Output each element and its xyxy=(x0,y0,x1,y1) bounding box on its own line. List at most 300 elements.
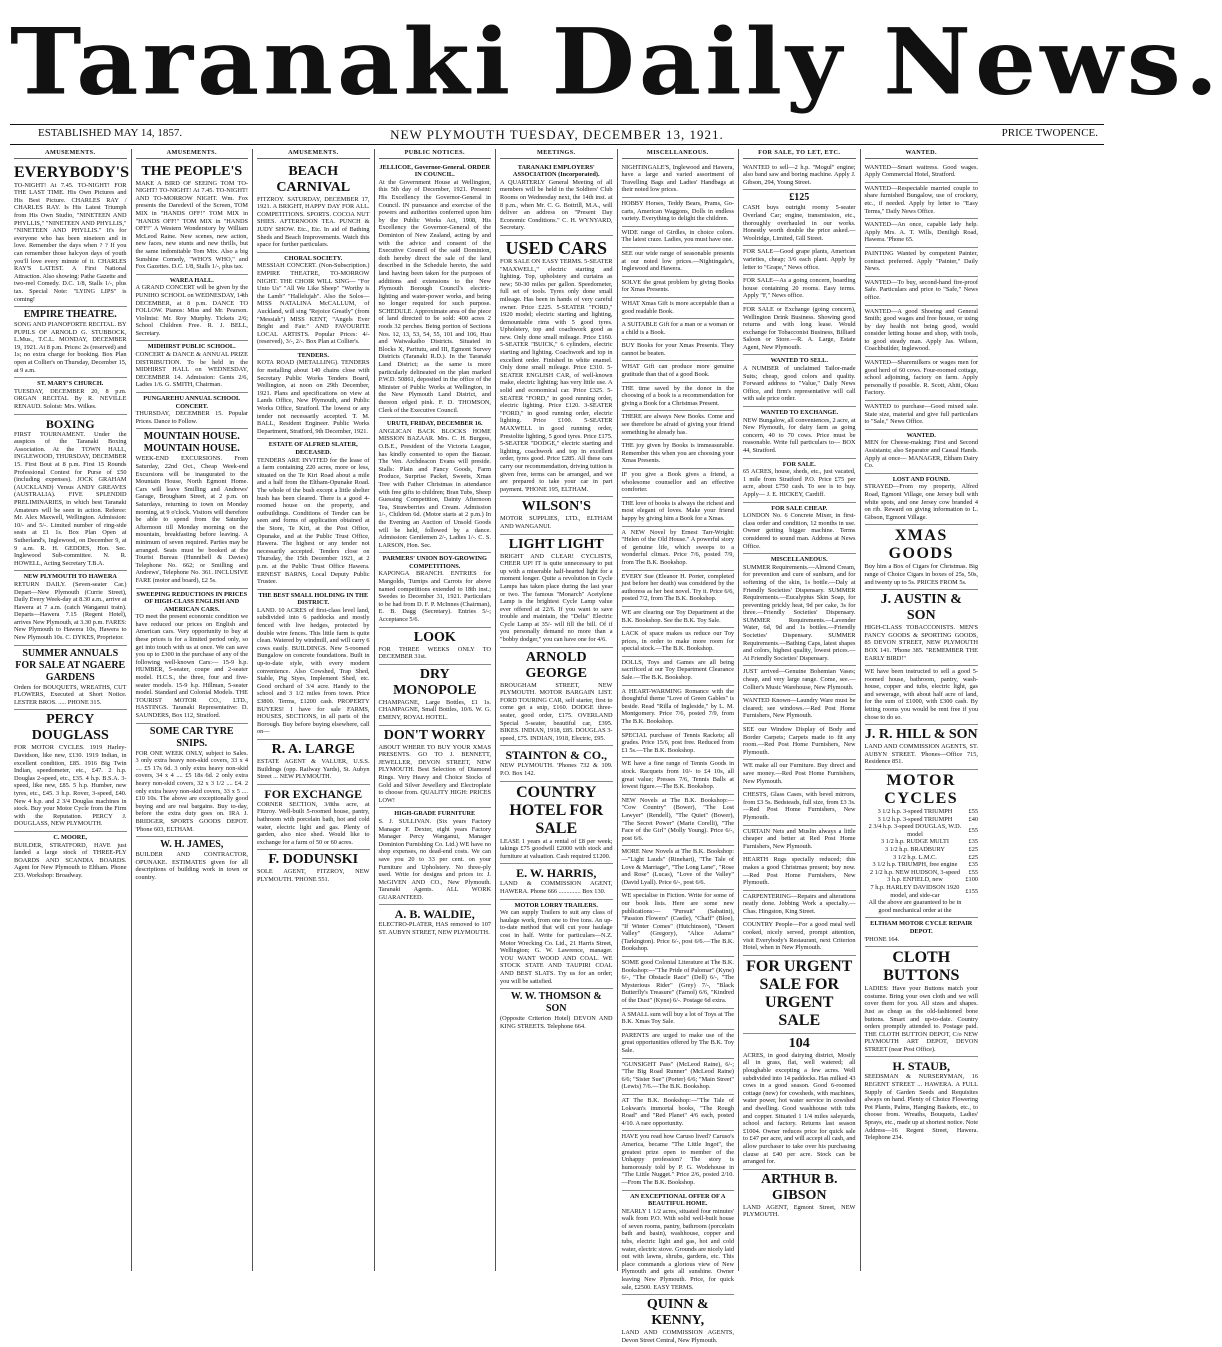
advertisement-heading: BEACH CARNIVAL xyxy=(276,163,351,195)
advertisement xyxy=(622,607,735,628)
column-6 xyxy=(618,149,740,1344)
advertisement xyxy=(622,571,735,607)
advertisement xyxy=(14,710,127,832)
advertisement-heading: USED CARS xyxy=(505,237,608,258)
price-item: 3 h.p. ENFIELD, new xyxy=(887,876,943,884)
advertisement-body: BUILDER, STRATFORD, HAVE just landed a large stock of THREE-PLY BOARDS AND SCANDIA BOARDS. Agent for New Plymouth to Eltham. Phone 233. Workshop: Broadway. xyxy=(14,841,127,879)
advertisement xyxy=(622,657,735,686)
advertisement-heading: LOOK xyxy=(413,629,456,645)
price-value: £40 xyxy=(968,815,978,823)
advertisement-heading: TARANAKI EMPLOYERS' ASSOCIATION (Incorporated). xyxy=(512,163,600,179)
advertisement xyxy=(500,864,613,899)
advertisement-body: RETURN DAILY. (Seven-seater Car.) Depart—New Plymouth (Currie Street), Daily Every Week-day at 8.30 a.m., arrive at Hawera at 7 a.m. (catch Wanganui train). Departs—Hawera 7.15 (Regent Hotel), arrives New Plymouth, at 3.30 p.m. FARES: New Plymouth to Hawera 10s, Hawera to New Plymouth 10s. C. DYKES, Proprietor. xyxy=(14,580,127,642)
advertisement xyxy=(379,665,492,726)
advertisement xyxy=(257,590,370,740)
advertisement-body: CHAMPAGNE, Large Bottles, £1 1s. CHAMPAGNE, Small Bottles, 10/6. W. G. EMENY, ROYAL HOTEL. xyxy=(378,698,491,721)
advertisement-heading: FOR SALE. xyxy=(782,460,816,468)
advertisement xyxy=(743,891,856,920)
advertisement-heading: 104 xyxy=(788,1035,810,1051)
advertisement xyxy=(500,236,613,497)
advertisement xyxy=(500,535,613,648)
advertisement xyxy=(14,378,127,414)
price-item: 2 1/2 h.p. NEW HUDSON, 3-speed xyxy=(869,868,961,876)
price-row xyxy=(865,854,979,862)
price-value: £55 xyxy=(968,827,978,835)
advertisement-body: AT The B.K. Bookshop:—"The Tale of Lokwan's immortal books, "The Rough Road" and "Red Planet" 4/6 each, posted 4/10. A rare opportunity. xyxy=(621,1096,734,1127)
advertisement-body: "GUNSIGHT Pass" (McLeod Raine), 6/-; "The Big Road Runner" (McLeod Raine) 6/6; "Sister Sue" (Porter) 6/6; "Main Street" (Lewis) 7/6.—The B.K. Bookshop. xyxy=(621,1060,734,1091)
advertisement xyxy=(14,832,127,883)
advertisement xyxy=(743,919,856,955)
price-item: All the above are guaranteed to be in good mechanical order at the xyxy=(868,899,962,914)
advertisement-body: NEW PLYMOUTH. 'Phones 732 & 109. P.O. Box 142. xyxy=(500,762,613,777)
advertisement-body: BUY Books for your Xmas Presents. They cannot be beaten. xyxy=(621,342,734,357)
advertisement-body: SEE our Window Display of Body and Border Carpets; Carpets made to fit any room.—Red Post Home Furnishers, New Plymouth. xyxy=(743,726,856,756)
advertisement xyxy=(622,162,735,198)
advertisement-body: FOR SALE or Exchange (going concern), Wellington Drink Business. Showing good returns and with long lease. Would exchange for Tobacconist Business, Billiard Saloon or Store.—R. A. Large, Estate Agent, New Plymouth. xyxy=(743,305,856,351)
advertisement-body: WANTED—An once, capable lady help. Apply Mrs. A. T. Wills, Deniligh Road, Hawera. 'Phone 65. xyxy=(864,221,978,244)
advertisement xyxy=(136,393,249,429)
price-item: 2 3/4 h.p. 3-speed DOUGLAS, W.D. model xyxy=(868,823,962,838)
advertisement-heading: FOR URGENT SALE FOR URGENT SALE xyxy=(746,957,853,1029)
advertisement-heading: H. STAUB, xyxy=(892,1059,950,1074)
advertisement-heading: FOR EXCHANGE xyxy=(264,786,363,801)
column-heading: PUBLIC NOTICES. xyxy=(379,149,492,159)
advertisement-body: LACK of space makes us reduce our Toy prices, in order to make more room for special stock.—The B.K. Bookshop. xyxy=(621,630,734,653)
price-item: 7 h.p. HARLEY DAVIDSON 1920 model, and side-car xyxy=(870,883,960,899)
advertisement xyxy=(865,947,979,1057)
advertisement xyxy=(865,219,979,248)
advertisement-heading: JELLICOE, Governor-General. ORDER IN COUNCIL. xyxy=(379,163,491,179)
advertisement-body: A HEART-WARMING Romance with the thoughtful theme "Love of Green Gables" is beside. Read "Rilla of Ingleside," by L. M. Montgomery. Price 7/6, posted 7/9, from The B.K. Bookshop. xyxy=(621,687,734,726)
advertisement-body: CASH buys outright roomy 5-seater Overland Car; engine, transmission, etc., thoroughly overhauled in our works. Honestly worth double the price asked.—Woolridge, Limited, Gill Street. xyxy=(743,204,856,242)
advertisement xyxy=(743,826,856,855)
column-heading: AMUSEMENTS. xyxy=(257,149,370,159)
advertisement-body: THURSDAY, DECEMBER 15. Popular Prices. Dance to Follow. xyxy=(135,410,248,425)
advertisement-body: NEW Bungalow, all conveniences, 2 acre, at New Plymouth, for dairy farm as going concern, 40 to 70 cows. Price must be reasonable. Write full particulars to— BOX 44, Stratford. xyxy=(743,416,856,454)
advertisement xyxy=(622,890,735,957)
advertisement xyxy=(257,253,370,350)
advertisement-heading: BOXING xyxy=(45,416,95,431)
advertisement-heading: FOR SALE CHEAP. xyxy=(771,504,828,512)
advertisement xyxy=(136,275,249,342)
advertisement xyxy=(379,162,492,419)
advertisement-heading: F. DODUNSKI xyxy=(268,852,359,868)
advertisement xyxy=(865,525,979,590)
advertisement xyxy=(622,440,735,469)
advertisement-body: CARPENTERING—Repairs and alterations neatly done. Jobbing Work a specialty.—Chas. Hingston, King Street. xyxy=(743,892,856,915)
advertisement-body: ESTATE AGENT & VALUER, U.S.S. Buildings (opp. Railway Yards), St. Aubyn Street ... NEW PLYMOUTH. xyxy=(257,757,370,781)
price-value: £55 xyxy=(968,808,978,816)
advertisement xyxy=(622,730,735,759)
advertisement-heading: ESTATE OF ALFRED SLATER, DECEASED. xyxy=(268,441,358,456)
advertisement-body: SEEDSMAN & NURSERYMAN, 16 REGENT STREET ... HAWERA. A FULL Supply of Garden Seeds and Requisites always on hand. Plenty of Choice Flowering Pot Plants, Palms, Hanging Baskets, etc., to choose from. Wreaths, Bouquets, Ladies' Sprays, etc., made up at shortest notice. Note Address—16 Regent Street, Hawera. Telephone 234. xyxy=(864,1073,978,1142)
advertisement-body: CORNER SECTION, 3/8ths acre, at Fitzroy. Well-built 5-roomed house, pantry, bathroom with porcelain bath, hot and cold water, electric light and gas. Plenty of garden, also nice shed. Would like to exchange for a farm of 50 or 60 acres. xyxy=(257,800,370,846)
advertisement-heading: STAINTON & CO., xyxy=(505,748,608,763)
advertisement-heading: ST. MARY'S CHURCH. xyxy=(37,380,104,388)
advertisement xyxy=(14,162,130,308)
advertisement-heading: J. R. HILL & SON xyxy=(864,727,978,743)
advertisement-body: JUST arrived—Genuine Bohemian Vases; cheap, and very large range. Come, see.—Collier's Music Warehouse, New Plymouth. xyxy=(743,668,856,691)
advertisement-body: WE have been instructed to sell a good 5-roomed house, bathroom, pantry, wash-house, copper and tubs, electric light, gas and sewerage, with about half acre of land, for the sum of £1000, with £300 cash. By letting rooms you would be rent free if you chose to do so. xyxy=(864,668,978,721)
advertisement-body: WE have a fine range of Tennis Goods in stock. Racquets from 10/- to £4 10s, all great value; Presses 7/6, Tennis Balls at lowest figure.—The B.K. Bookshop. xyxy=(621,760,734,791)
advertisement xyxy=(622,1030,735,1059)
advertisement-heading: W. H. JAMES, xyxy=(160,839,224,851)
advertisement-body: SPECIAL purchase of Tennis Rackets; all grades. Price 15/6, post free. Reduced from £1 5s.—The B.K. Bookshop. xyxy=(621,731,734,754)
column-2 xyxy=(132,149,254,1271)
advertisement-heading: URUTI, FRIDAY, DECEMBER 16. xyxy=(386,420,483,428)
advertisement xyxy=(865,666,979,725)
advertisement-body: LADIES: Have your Buttons match your costume. Bring your own cloth and we will cover them for you. All sizes and shapes. Just as cheap as the old-fashioned bone buttons. Smart and up-to-date. Country orders promptly attended to. Postage paid. THE CLOTH BUTTON DEPOT, C/o NEW PLYMOUTH ART DEPOT, DEVON STREET (near Post Office). xyxy=(864,985,978,1053)
column-heading: WANTED. xyxy=(865,149,979,159)
advertisement-heading: NEW PLYMOUTH TO HAWERA xyxy=(23,573,117,581)
advertisement-body: SOME good Colonial Literature at The B.K. Bookshop:—"The Pride of Palomar" (Kyne) 6/-, "The Obstacle Race" (Dell) 6/-, "The Mysterious Rider" (Grey) 7/-, "Black Butterfly's Treasure" (Farnol) 6/6, "Kindred of the Dust" (Kyne) 6/-. Postage 6d extra. xyxy=(621,959,734,1005)
advertisement-heading: MISCELLANEOUS. xyxy=(770,556,828,564)
column-4 xyxy=(375,149,497,1271)
advertisement xyxy=(743,246,856,275)
price-value: £25 xyxy=(968,853,978,861)
advertisement-body: A QUARTERLY General Meeting of all members will be held in the Soldiers' Club Rooms on Wednesday next, the 14th inst. at 8 p.m., when Mr. C. G. Bottrill, M.A., will deliver an address on "Present Day Economic Conditions." C. H. WYNYARD, Secretary. xyxy=(500,178,613,232)
advertisement-heading: ARTHUR B. GIBSON xyxy=(760,1171,838,1203)
advertisement-body: (Opposite Criterion Hotel) DEVON AND KING STREETS. Telephone 664. xyxy=(500,1015,613,1030)
advertisement xyxy=(622,1095,735,1131)
advertisement xyxy=(743,275,856,304)
advertisement-heading: SUMMER ANNUALS FOR SALE AT NGAERE GARDENS xyxy=(15,647,126,683)
advertisement-body: LAND & COMMISSION AGENT, HAWERA. Phone 666 .............. Box 130. xyxy=(500,880,613,895)
advertisement-body: THE time saved by the donor in the choosing of a book is a recommendation for giving a Book for a Christmas Present. xyxy=(621,384,734,407)
advertisement xyxy=(865,162,979,183)
advertisement-heading: A. B. WALDIE, xyxy=(394,907,475,922)
advertisement xyxy=(136,837,249,884)
advertisement-heading: MIDHIRST PUBLIC SCHOOL. xyxy=(147,343,236,351)
advertisement-body: CURTAIN Nets and Muslin always a little cheaper and better at Red Post Home Furnishers, New Plymouth. xyxy=(743,827,856,850)
column-3 xyxy=(253,149,375,1271)
advertisement-heading: LOST AND FOUND. xyxy=(892,475,950,483)
advertisement xyxy=(379,628,492,665)
advertisement-body: A NUMBER of unclaimed Tailor-made Suits; cheap, good colors and quality. Forward address to "Value," Daily News Office, and firm's representative will call with sale price order. xyxy=(743,365,856,403)
advertisement xyxy=(136,341,249,393)
advertisement-body: A NEW Novel by Ernest Tarr-Wright: "Helen of the Old House." A powerful story of genuine life, which sweeps to a wonderful climax. Price 7/6, posted 7/9, from The B.K. Bookshop. xyxy=(621,528,734,566)
advertisement xyxy=(622,469,735,498)
advertisement xyxy=(257,350,370,440)
price-value: £100 xyxy=(965,876,978,884)
advertisement xyxy=(743,503,856,555)
advertisement xyxy=(257,740,370,785)
advertisement-body: MEN for Cheese-making; First and Second Assistants; also Separator and Casual Hands. Apply at once— MANAGER, Eltham Dairy Co. xyxy=(864,439,978,470)
advertisement-body: 65 ACRES, house, sheds, etc., just vacated, 1 mile from Stratford P.O. Price £75 per acre, about £750 cash. To see is to buy. Apply— J. E. HICKEY, Cardiff. xyxy=(743,468,856,498)
masthead xyxy=(10,2,1222,122)
advertisement xyxy=(14,307,127,378)
advertisement-body: THERE are always New Books. Come and see therefore be afraid of giving your friend something he already has. xyxy=(621,413,734,436)
advertisement-body: WANTED—Smart waitress. Good wages. Apply Commercial Hotel, Stratford. xyxy=(864,163,978,179)
price-value xyxy=(965,899,978,914)
advertisement-body: MORE New Novels at The B.K. Bookshop:—"Light Lauds" (Rinehart), "The Tale of Love & Marriage", "The Long Lane", "Rose and Rose" (Lucas), "Love of the Valley" (David Lyall). Price 6/-, post 6/6. xyxy=(621,848,734,886)
advertisement-heading: MOUNTAIN HOUSE. MOUNTAIN HOUSE. xyxy=(143,431,240,455)
established-date: ESTABLISHED MAY 14, 1857. xyxy=(38,127,183,139)
advertisement xyxy=(622,248,735,277)
advertisement-body: SEE our wide range of seasonable presents at our noted low prices.—Nightingale's, Inglewood and Hawera. xyxy=(621,249,734,273)
advertisement-body: A SMALL sum will buy a lot of Toys at The B.K. Xmas Toy Sale. xyxy=(621,1010,734,1026)
advertisement-body: ABOUT WHERE TO BUY YOUR XMAS PRESENTS. GO TO J. BENNETT, JEWELLER, DEVON STREET, NEW PLYMOUTH. Best Selection of Diamond Rings. Very Heavy and Choice Stocks of Gold and Silver Jewellery and Electroplate to choose from. QUALITY HIGH: PRICES LOW! xyxy=(378,743,491,804)
advertisement-body: LAND AND COMMISSION AGENTS, ST. AUBYN STREET. 'Phones—Office 715, Residence 851. xyxy=(864,743,978,766)
advertisement-body: DOLLS, Toys and Games are all being sacrificed at our Toy Department Clearance Sale.—The B.K. Bookshop. xyxy=(621,658,734,682)
advertisement xyxy=(622,383,735,412)
advertisement-body: At the Government House at Wellington, this 5th day of December, 1921. Present: His Excellency the Governor-General in Council. IN pursuance and exercise of the powers and authorities conferred upon him by the Public Works Act, 1908, His Excellency the Governor-General of the Dominion of New Zealand, acting by and with the advice and consent of the Executive Council of the said Dominion, doth hereby direct the sale of the land described in the Schedule hereto, the said land having been taken for the purposes of additions and extensions to the New Plymouth Borough Council's electric-lighting and water-power works, and being no longer required for such purpose. SCHEDULE. Approximate area of the piece of land directed to be sold: 400 acres 2 roods 32 perches. Being portion of Sections Nos. 12, 13, 53, 54, 55, 101 and 106, Huu and Waiwakaiho Districts. Situated in Blocks X, Paritutu, and III, Egmont Survey Districts (Taranaki R.D.). In the Taranaki Land District; as the same is more particularly delineated on the plan marked P.W.D. 50861, deposited in the office of the Minister of Public Works at Wellington, in the New Plymouth Land District, and thereon edged pink. F. D. THOMSON, Clerk of the Executive Council. xyxy=(378,178,491,414)
advertisement-heading: CHORAL SOCIETY. xyxy=(284,254,343,262)
issue-price: PRICE TWOPENCE. xyxy=(1001,127,1098,139)
advertisement-heading: WILSON'S xyxy=(521,499,591,515)
advertisement-heading: LIGHT LIGHT xyxy=(508,536,604,552)
advertisement-body: WEEK-END EXCURSIONS. From Saturday, 22nd Oct., Cheap Week-end Excursions will be inaugurated to the Mountain House, North Egmont Home. Cars will leave Smilling and Andrews' Garage, Brougham Street, at 2 p.m. on Saturdays, returning to town on Monday morning, at 9 o'clock. Visitors will therefore be able to spend from the Saturday Afternoon till Monday morning on the mountain, breakfasting before leaving. A minimum of seven required. Parties may be arranged. Seats must be booked at the Tourist Bureau (Hunnibell & Davies) Telephone No. 662; or Smilling and Andrews', Telephone No. 361. INCLUSIVE FARE (motor and board), £2 5s. xyxy=(135,455,248,584)
advertisement-body: COUNTRY People—For a good meal well cooked, nicely served, prompt attention, visit Everybody's Restaurant, next Criterion Hotel, when in New Plymouth. xyxy=(743,921,856,952)
advertisement-body: KOTA ROAD (METALLING). TENDERS for metalling about 140 chains close with Secretary Public Works Tenders Board, Wellington, at noon on 29th December, 1921. Plans and specifications on view at Lands Office, New Plymouth, and Public Works Office, Stratford. The lowest or any tender not necessarily accepted. T. M. BALL, Resident Engineer. Public Works Department, Stratford, 9th December, 1921. xyxy=(257,359,370,435)
advertisement-body: WIDE range of Girdles, in choice colors. The latest craze. Ladies, you must have one. xyxy=(621,228,734,244)
advertisement xyxy=(622,319,735,340)
advertisement xyxy=(865,357,979,401)
price-row xyxy=(865,816,979,824)
advertisement xyxy=(865,1057,979,1144)
advertisement-body: HAVE you read how Caruso lived? Caruso's America, became "The Little Ingot", the greatest prize open to member of the Unhappy profession? The story is humorously told by P. G. Wodehouse in "The Little Nugget." Price 2/6, posted 2/10.—From The B.K. Bookshop. xyxy=(621,1133,734,1186)
advertisement xyxy=(14,415,127,572)
advertisement-body: FOR MOTOR CYCLES. 1919 Harley-Davidson, like new, £130. 1919 Indian, in excellent condition, £85. 1916 Big Twin Indian, speedometer, etc., £47. 2 h.p. Douglas 2-speed, etc., £35. 4 h.p. B.S.A. 3-speed, like new, £85. 5 h.p. Humber, new tyres, etc., £45. 3 h.p. Rover, 3-speed, £40. New 4 h.p. and 2 3/4 Douglas machines in stock. Buy your Motor Cycle from the Firm with the Reputation. PERCY J. DOUGLASS, NEW PLYMOUTH. xyxy=(14,744,127,828)
advertisement xyxy=(622,498,735,527)
advertisement-body: WANTED—Respectable married couple to share furnished Bungalow, use of crockery, etc., if needed. Apply by letter to "Easy Terms," Daily News Office. xyxy=(864,184,978,215)
advertisement xyxy=(743,854,856,890)
advertisement xyxy=(500,162,613,236)
advertisement-body: CONCERT & DANCE & ANNUAL PRIZE DISTRIBUTION. To be held in the MIDHIRST HALL on WEDNESDAY, DECEMBER 14. Admission: Gents 2/6, Ladies 1/6. G. SMITH, Chairman. xyxy=(135,351,248,389)
advertisement-body: WHAT Gift can produce more genuine gratitude than that of a good Book. xyxy=(621,363,734,379)
advertisement-heading: TENDERS. xyxy=(297,351,329,359)
advertisement-body: TO meet the present economic condition we have reduced our prices on English and American cars. Very opportunity to buy at these prices is for a limited period only, so get into touch with us at once. We can save you up to £300 in the purchase of any of the following well-known Cars:— 15-9 h.p. HUMBER, 5-seater, coupe and 2-seater model. H.C.S., the three, four and five-seater models. 15-9 h.p. Hillman, 5-seater model. Standard and Colonial Models. THE TOURIST MOTOR CO., LTD., HASTINGS. Taranaki Representative: D. SAUNDERS, Box 112, Stratford. xyxy=(135,613,248,719)
price-item: 3 1/2 h.p. 3-speed TRIUMPH xyxy=(877,808,953,816)
dateline-rule xyxy=(10,144,1104,145)
advertisement xyxy=(622,1131,735,1190)
advertisement-heading: C. MOORE, xyxy=(53,833,88,841)
advertisement-body: MOTOR SUPPLIES, LTD., ELTHAM AND WANGANUI. xyxy=(500,515,613,530)
advertisement-body: STRAYED—From my property, Alfred Road, Egmont Village, one Jersey bull with white spots, and one Jersey cow branded 4 on rib. Reward on giving information to L. Gibson, Egmont Village. xyxy=(864,483,978,521)
price-row xyxy=(865,846,979,854)
advertisement xyxy=(743,760,856,789)
advertisement-heading: WAREA HALL. xyxy=(169,276,214,284)
advertisement xyxy=(622,957,735,1009)
column-heading: AMUSEMENTS. xyxy=(14,149,127,159)
advertisement xyxy=(743,666,856,695)
advertisement-heading: THE PEOPLE'S xyxy=(141,163,243,179)
advertisement-body: PAINTING Wanted by competent Painter, contract preferred. Apply "Painter," Daily News. xyxy=(864,249,978,273)
advertisement-body: THE love of books is always the richest and most elegant of loves. Make your friend happy by giving him a Book for a Xmas. xyxy=(621,499,734,522)
advertisement xyxy=(500,746,613,781)
price-item: 3 1/2 h.p. RUDGE MULTI xyxy=(880,838,949,846)
advertisement xyxy=(257,439,370,589)
advertisement-heading: E. W. HARRIS, xyxy=(516,866,597,881)
advertisement xyxy=(743,554,856,666)
advertisement xyxy=(622,758,735,794)
price-item: 3 1/2 h.p. 3-speed TRIUMPH xyxy=(877,815,953,823)
advertisement xyxy=(500,900,613,990)
advertisement-body: NEW Novels at The B.K. Bookshop:— "Cow Country" (Bower), "The Lost Lawyer" (Rendell), "The Quiet" (Bower), "The Secret Power" (Marie Corelli), "The Face of the Girl" (Molly Young). Price 6/-, post 6/6. xyxy=(621,796,734,842)
advertisement-body: WANTED—To buy, second-hand fire-proof Safe. Particulars and price to "Safe," News office. xyxy=(864,278,978,301)
dateline-bar xyxy=(10,127,1104,143)
advertisement xyxy=(743,789,856,825)
advertisement xyxy=(379,808,492,905)
advertisement xyxy=(14,646,127,711)
issue-dateline: NEW PLYMOUTH TUESDAY, DECEMBER 13, 1921. xyxy=(390,127,724,142)
advertisement-heading: QUINN & KENNY, xyxy=(646,1297,709,1329)
advertisement xyxy=(622,527,735,571)
advertisement-body: ANGLICAN BACK BLOCKS HOME MISSION BAZAAR. Mrs. C. H. Burgess, O.B.E., President of the Victoria League, has kindly consented to open the Bazaar. The Ven. Archdeacon Evans will preside. Stalls: Plain and Fancy Goods, Farm Produce, Surprise Packet, Sweets, Xmas Tree with Father Christmas in attendance with free gifts to children; Bran Tubs, Sheep Guessing Competition, Dainty Afternoon Tea, Strawberries and Cream. Admission 1/-, Children 6d. (Motor starts at 2 p.m.) In the Evening an Auction of Unsold Goods will be held, followed by a dance. Admission: Gentlemen 2/-, Ladies 1/-. C. S. LARSON, Hon. Sec. xyxy=(378,427,491,549)
advertisement-body: FOR THREE WEEKS ONLY TO DECEMBER 31st. xyxy=(378,645,491,661)
advertisement-heading: J. AUSTIN & SON xyxy=(880,592,962,624)
advertisement-body: WHAT Xmas Gift is more acceptable than a good readable Book. xyxy=(621,299,734,315)
advertisement-heading: PERCY DOUGLASS xyxy=(31,712,109,744)
advertisement-body: BRIGHT AND CLEAR! CYCLISTS, CHEER UP! IT is quite unnecessary to put up with a miserable half-hearted light for a moment longer. Quite a revolution in Cycle Lamps has taken place during the last year or two. The famous "Monarch" Acetylene Lamp is the brightest Cycle Lamp value ever offered at 22/6. If you want to save trouble and maintain, the "Delta" Electric Cycle Lamp at 35/- will fill the bill. Of if you personally demand no more than a "bobby dodger," you can have one for 4/6. xyxy=(500,552,613,644)
advertisement-body: A GRAND CONCERT will be given by the PUNIHO SCHOOL on WEDNESDAY, 14th DECEMBER, at 8 p.m. DANCE TO FOLLOW. Pianos: Miss and Mr. Pearson. Violinist: Mr. Roy Murphy. Tickets 2/6; School Children Free. R. J. BELL, Secretary. xyxy=(135,284,248,337)
advertisement xyxy=(743,162,856,191)
advertisement xyxy=(622,198,735,227)
advertisement-heading: HIGH-GRADE FURNITURE xyxy=(394,810,476,818)
advertisement-body: SUMMER Requirements.—Almond Cream, for prevention and cure of sunburn, and for softening of the skin, 1s bottle.—Daly at Friendly Societies' Dispensary. SUMMER Requirements.—Eucalyptus Skin Soap, for preventing prickly heat, 9d per cake, 3s for three.—Friendly Societies' Dispensary. SUMMER Requirements.—Lavender Water, 6d, 9d and 1s bottles.—Friendly Societies' Dispensary. SUMMER Requirements.—Bathing Caps, latest shapes and colors, highest quality, lowest prices.—At Friendly Societies' Dispensary. xyxy=(743,563,856,662)
advertisement-body: MAKE A BIRD OF SEEING TOM TO-NIGHT! TO-NIGHT! At 7.45. TO-NIGHT! AND TO-MORROW NIGHT. Wm. Fox presents the Daredevil of the Screen, TOM MIX in "HANDS OFF!" TOM MIX in "HANDS OFF!" TOM MIX in "HANDS OFF!" A Western Wonderstory by William McLeod Raine. New scenes, new action, new faces, new stunts and new thrills, but the same indomitable Tom Mix. Also a big Sunshine Comedy, "WHO'S WHO," and Fox Gazettes. D.C. 1/8, Stalls 1/-, plus tax. xyxy=(135,179,248,271)
advertisement xyxy=(743,304,856,356)
advertisement-body: WANTED to sell—2 h.p. "Mogul" engine; also band saw and boring machine. Apply J. Gibson, 294, Young Street. xyxy=(743,163,856,186)
advertisement-body: WANTED to purchase—Good mixed sale. State size, material and give full particulars to "Sale," News Office. xyxy=(864,403,978,426)
advertisement-heading: PARMERS' UNION BOY-GROWING COMPETITIONS. xyxy=(382,555,487,570)
advertisement-heading: MOTOR LORRY TRAILERS. xyxy=(514,901,598,909)
advertisement-body: BROUGHAM STREET, NEW PLYMOUTH. MOTOR BARGAIN LIST. FORD TOURING CAR, self starter, first to come get a snip, £160. DODGE three-seater, good order, £175. OVERLAND Special 5-seater, beautiful car, £395. BIKES. INDIAN, 1918, £85. DOUGLAS 3-speed, £75. INDIAN, 1918, Electric, £95. xyxy=(500,681,613,742)
advertisement-body: 'PHONE 164. xyxy=(864,935,900,943)
advertisement-body: BUILDER AND CONTRACTOR, OPUNAKE. ESTIMATES given for all descriptions of building work in town or country. xyxy=(135,851,248,881)
advertisement xyxy=(743,407,856,459)
advertisement-heading: WANTED TO EXCHANGE. xyxy=(760,409,839,417)
advertisement xyxy=(500,989,613,1033)
advertisement-body: SONG AND PIANOFORTE RECITAL. BY PUPILS OF ARNOLD G. STUBBOCK, L.Mus., T.C.L. MONDAY, DECEMBER 19, 1921. At 8 p.m. Prices: 2s (reserved) and 1s; no extra charge for booking. Box Plan open at Collier's on Thursday, December 15, at 9 a.m. xyxy=(14,321,127,374)
column-5 xyxy=(496,149,618,1271)
advertisement xyxy=(257,785,370,851)
advertisement-heading: £125 xyxy=(789,192,810,204)
advertisement xyxy=(136,429,249,588)
advertisement-body: Buy him a Box of Cigars for Christmas. Big range of Choice Cigars in boxes of 25s, 50s, and twenty up to 5s. PRICES FROM 5s. xyxy=(864,563,978,586)
advertisement-body: FOR SALE ON EASY TERMS. 5-SEATER "MAXWELL," electric starting and lighting. Top, upholstery and curtains as new; 50-30 miles per gallon. Speedometer, full set of tools. Tyres only done small mileage. Has been in hands of very careful owner. Price £225. 5-SEATER "FORD," 1920 model; electric starting and lighting, demountable rims with 5 good tyres. Upholstery, top and coachwork good as new. Only done small mileage. Price £160. 5-SEATER "BUICK," 6 cylinders, electric starting and lighting. Coachwork and top in excellent order. Finished in white enamel. Only done small mileage. Price £310. 5-SEATER ENGLISH CAR, of well-known make, electric lighting; has very little use. A solid and economical car. Price £325. 5-SEATER "FORD," in good running order, electric lighting. Price £120. 3-SEATER "FORD," in good running order, electric lighting. Price £100. 5-SEATER MAXWELL in good running order, Prestolite lighting, 5 good tyres. Price £175. 5-SEATER "DODGE," electric starting and lighting, coachwork and top in excellent order, tyres good. Price £285. All these cars carry our recommendation, driving tuition is given free, terms can be arranged, and we are prepared to take your car in part payment. 'PHONE 195, ELTHAM. xyxy=(500,257,613,493)
advertisement-body: ELECTRO-PLATER, HAS removed to 107 ST. AUBYN STREET, NEW PLYMOUTH. xyxy=(378,921,491,937)
column-1 xyxy=(10,149,132,1271)
advertisement-body: LEASE 1 years at a rental of £8 per week; takings £75 goodwill £2000 with stock and furniture at valuation. Cash required £1200. xyxy=(500,837,613,860)
advertisement-body: THE joy given by Books is immeasurable. Remember this when you are choosing your Xmas Presents. xyxy=(621,442,734,465)
advertisement xyxy=(14,571,127,645)
price-row xyxy=(865,861,979,869)
advertisement-body: WANTED Known—Laundry Ware must be cleared; see windows.—Red Post Home Furnishers, New Plymouth. xyxy=(743,697,856,720)
advertisement xyxy=(622,298,735,319)
advertisement xyxy=(865,590,979,666)
advertisement-heading: WANTED. xyxy=(906,431,936,439)
column-heading: MISCELLANEOUS. xyxy=(622,149,735,159)
advertisement xyxy=(500,782,613,865)
advertisement xyxy=(136,162,249,275)
price-row xyxy=(865,838,979,846)
advertisement-body: FOR ONE WEEK ONLY, subject to Sales. 3 only extra heavy non-skid covers, 33 x 4 .... £5 17s 6d. 3 only extra heavy non-skid covers, 34 x 4 .... £5 18s 6d. 2 only extra heavy non-skid covers, 32 x 3 1/2 .... £4. 2 only extra heavy non-skid covers, 33 x 5 .... £10 10s. The above are exceptionally good buying and are real bargains. Buy to-day, before the extra duty goes on. IRA J. BRIDGER, SPORTS GOODS DEPOT. 'Phone 603, ELTHAM. xyxy=(135,749,248,833)
advertisement-body: WANTED—A good Shoeing and General Smith; good wages and free house, or using by day health not being good, would consider letting house and shop, with tools, to good steady man. Apply Jas. Wilson, Coachbuilder, Inglewood. xyxy=(864,307,978,353)
advertisement-body: FITZROY. SATURDAY, DECEMBER 17, 1921. A BRIGHT, HAPPY DAY FOR ALL. COMPETITIONS. SPORTS. COCOA NUT SHIES. AFTERNOON TEA. PUNCH & JUDY SHOW. Etc., Etc. In aid of Bathing Sheds and Beach Improvements. Watch this space for further particulars. xyxy=(257,195,370,249)
advertisement xyxy=(743,355,856,407)
price-item: 3 1/2 h.p. L.M.C. xyxy=(893,853,937,861)
price-row xyxy=(865,808,979,816)
advertisement xyxy=(622,1009,735,1030)
price-row xyxy=(865,823,979,838)
advertisement-body: EVERY Sue (Eleanor H. Porter, completed just before her death) was considered by the authoress as her best novel. Try it. Price 6/6, posted 7/2, from The B.K. Bookshop. xyxy=(621,572,734,603)
advertisement-heading: W. W. THOMSON & SON xyxy=(510,991,602,1015)
masthead-title: Taranaki Daily News. xyxy=(10,7,1222,116)
advertisement xyxy=(743,190,856,246)
advertisement xyxy=(257,162,370,253)
advertisement-heading: ELTHAM MOTOR CYCLE REPAIR DEPOT. xyxy=(870,920,973,935)
advertisement-body: KAPONGA BRANCH. ENTRIES for Mangolds, Turnips and Carrots for above named competitions extended to 18th inst.; Swedes to December 31, 1921. Particulars to be had from D. F. P. McInnes (Chairman), E. B. Dagg (Secretary). Entries 5/-; Acceptance 5/6. xyxy=(378,570,491,624)
advertisement-heading: R. A. LARGE xyxy=(271,741,355,757)
advertisement-body: HIGH-CLASS TOBACCONISTS. MEN'S FANCY GOODS & SPORTING GOODS, 85 DEVON STREET, NEW PLYMOUTH BOX 141. 'Phone 385. "REMEMBER THE EARLY BIRD!" xyxy=(864,624,978,662)
price-value: £25 xyxy=(968,846,978,853)
advertisement xyxy=(379,418,492,553)
advertisement-body: FOR SALE—As a going concern, boarding house containing 20 rooms. Easy terms. Apply "F," News office. xyxy=(743,277,856,300)
advertisement-body: SOLVE the great problem by giving Books for Xmas Presents. xyxy=(621,278,734,294)
advertisement-heading: ARNOLD GEORGE xyxy=(525,649,587,681)
advertisement-body: WE make all our Furniture. Buy direct and save money.—Red Post Home Furnishers, New Plymouth. xyxy=(743,762,856,785)
advertisement xyxy=(136,589,249,724)
advertisement-heading: SOME CAR TYRE SNIPS. xyxy=(149,725,234,749)
price-item: 3 1/2 h.p. TRIUMPH, free engine xyxy=(872,861,958,869)
advertisement-heading: CLOTH BUTTONS xyxy=(883,949,960,985)
advertisement-heading: AN EXCEPTIONAL OFFER OF A BEAUTIFUL HOME. xyxy=(630,1192,726,1208)
advertisement xyxy=(865,401,979,430)
advertisement-columns xyxy=(10,149,1104,1344)
column-heading: FOR SALE, TO LET, ETC. xyxy=(743,149,856,159)
advertisement xyxy=(379,726,492,809)
advertisement-heading: XMAS GOODS xyxy=(888,527,954,563)
advertisement xyxy=(622,411,735,440)
advertisement xyxy=(622,277,735,298)
advertisement-body: CHESTS, Glass Cases, with bevel mirrors, from £3 5s. Bedsteads, full size, from £3 3s.—Red Post Home Furnishers, New Plymouth. xyxy=(743,791,856,821)
advertisement-body: LAND AND COMMISSION AGENTS, Devon Street Central, New Plymouth. xyxy=(621,1329,734,1344)
advertisement-heading: EMPIRE THEATRE. xyxy=(23,309,117,321)
advertisement xyxy=(500,497,613,534)
advertisement xyxy=(865,474,979,526)
advertisement-heading: PUNGAREHU ANNUAL SCHOOL CONCERT. xyxy=(143,395,241,410)
advertisement xyxy=(865,770,979,918)
advertisement xyxy=(622,340,735,361)
advertisement xyxy=(257,850,370,886)
advertisement xyxy=(622,1295,735,1347)
advertisement-body: WE specialise in Fiction. Write for some of our book lists. Here are some new publications:— "Pursuit" (Sabatini), "Passion Flowers" (Castle), "Chaff" (Bloe), "If Winter Comes" (Hutchinson), "Desert Valley" (Gregory), "Alice Adams" (Tarkington). Price 6/-, post 6/6.—The B.K. Bookshop. xyxy=(621,892,734,953)
advertisement-body: NIGHTINGALE'S, Inglewood and Hawera, have a large and varied assortment of Travelling Bags and Ladies' Handbags at their noted low prices. xyxy=(621,163,734,194)
advertisement xyxy=(622,628,735,657)
advertisement-body: S. J. SULLIVAN. (Six years Factory Manager F. Dexter, eight years Factory Manager Percy Wanganui, Manager Dominion Furnishing Co. Ltd.) WE have no shop expenses, no dead-end costs. We can save you 20 to 33 per cent. on your Furniture and Upholstery. No three-ply used. Write for designs and prices to: J. McGIVEN AND CO., New Plymouth. Taranaki Agents. ALL WORK GUARANTEED. xyxy=(378,817,491,901)
advertisement xyxy=(743,1170,856,1222)
advertisement-heading: DRY MONOPOLE xyxy=(393,666,477,698)
advertisement xyxy=(743,695,856,724)
masthead-rule xyxy=(10,124,1104,125)
advertisement-body: TENDERS ARE INVITED for the lease of a farm containing 220 acres, more or less, situated on the Te Kiri Road about a mile and a half from the Eltham-Opunake Road. The whole of the bush except a little shelter bush has been cleared. There is a good 4-roomed house on the property, and outbuildings. Conditions of Tender can be seen and forms of application obtained at the Store, Te Kiri, at the Post Office, Opunake, and at the Public Trust Office, Hawera. The highest or any tender not necessarily accepted. Tenders close on Thursday, the 15th December 1921, at 2 p.m. at the Public Trust Office Hawera. ERNEST BARNS, Local Deputy Public Trustee. xyxy=(257,456,370,586)
advertisement xyxy=(865,430,979,474)
price-item: 3 1/2 h.p. BRADBURY xyxy=(884,846,945,853)
advertisement xyxy=(865,248,979,277)
price-row xyxy=(865,876,979,884)
advertisement-heading: SWEEPING REDUCTIONS IN PRICES OF HIGH-CLASS ENGLISH AND AMERICAN CARS. xyxy=(136,590,248,613)
advertisement xyxy=(379,905,492,939)
price-value: £155 xyxy=(965,887,978,895)
advertisement-body: PARENTS are urged to make use of the great opportunities offered by The B.K. Toy Sale. xyxy=(621,1031,734,1054)
price-value: £55 xyxy=(968,868,978,876)
advertisement xyxy=(136,724,249,838)
advertisement-body: FOR SALE—Good grape plants, American varieties, cheap; 3/6 each plant. Apply by letter to "Grape," News office. xyxy=(743,248,856,271)
advertisement-body: HEARTH Rugs specially reduced; this makes a good Christmas present; buy now.—Red Post Home Furnishers, New Plymouth. xyxy=(743,856,856,887)
price-row xyxy=(865,884,979,899)
advertisement-heading: MOTOR CYCLES xyxy=(884,772,959,808)
